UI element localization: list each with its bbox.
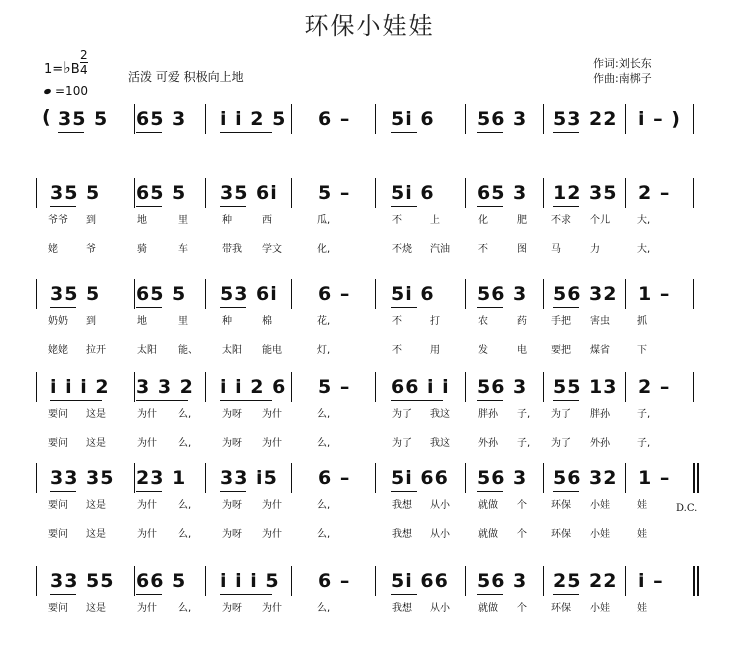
barline <box>465 279 466 309</box>
lyric-line2-syllable: 不烧 <box>392 244 412 255</box>
lyric-line2-syllable: 煤省 <box>590 345 610 356</box>
measure-notes: 56 3 <box>477 570 528 592</box>
lyric-line2-syllable: 么, <box>317 529 331 540</box>
measure-notes: 12 35 <box>553 182 618 204</box>
lyric-line1-syllable: 要问 <box>48 409 68 420</box>
lyric-line1-syllable: 不求 <box>551 215 571 226</box>
measure-notes: 65 5 <box>136 182 187 204</box>
lyric-line1-syllable: 这是 <box>86 603 106 614</box>
lyric-line2-syllable: 为呀 <box>222 438 242 449</box>
measure-notes: 56 32 <box>553 283 618 305</box>
lyric-line2-syllable: 马 <box>551 244 561 255</box>
lyric-line1-syllable: 为了 <box>392 409 412 420</box>
repeat-paren: ( <box>42 106 51 128</box>
lyric-line2-syllable: 个 <box>517 529 527 540</box>
beam-underline <box>477 400 503 401</box>
barline <box>465 372 466 402</box>
lyric-line2-syllable: 能、 <box>178 345 198 356</box>
barline <box>625 566 626 596</box>
lyric-line2-syllable: 子, <box>637 438 651 449</box>
barline <box>291 566 292 596</box>
beam-underline <box>136 132 162 133</box>
lyric-line1-syllable: 地 <box>137 215 147 226</box>
lyric-line1-syllable: 爷爷 <box>48 215 68 226</box>
lyric-line2-syllable: 我想 <box>392 529 412 540</box>
barline <box>625 372 626 402</box>
lyric-line1-syllable: 西 <box>262 215 272 226</box>
measure-notes: 23 1 <box>136 467 187 489</box>
barline <box>205 178 206 208</box>
lyric-line2-syllable: 不 <box>478 244 488 255</box>
barline-double <box>697 566 699 596</box>
lyric-line1-syllable: 子, <box>637 409 651 420</box>
lyric-line1-syllable: 种 <box>222 316 232 327</box>
barline <box>36 566 37 596</box>
lyric-line2-syllable: 姥 <box>48 244 58 255</box>
lyric-line2-syllable: 拉开 <box>86 345 106 356</box>
lyric-line1-syllable: 为呀 <box>222 409 242 420</box>
lyric-line1-syllable: 就做 <box>478 500 498 511</box>
beam-underline <box>136 594 162 595</box>
lyric-line2-syllable: 太阳 <box>137 345 157 356</box>
measure-notes: i – <box>638 570 664 592</box>
measure-notes: i i 2 5 <box>220 108 287 130</box>
lyric-line1-syllable: 奶奶 <box>48 316 68 327</box>
key-prefix: 1= <box>44 62 64 77</box>
lyric-line1-syllable: 为呀 <box>222 603 242 614</box>
beam-underline <box>220 400 272 401</box>
measure-notes: 56 3 <box>477 376 528 398</box>
lyric-line1-syllable: 抓 <box>637 316 647 327</box>
barline <box>625 104 626 134</box>
beam-underline <box>50 400 102 401</box>
measure-notes: 25 22 <box>553 570 618 592</box>
beam-underline <box>391 594 417 595</box>
lyric-line1-syllable: 我想 <box>392 603 412 614</box>
measure-notes: 53 22 <box>553 108 618 130</box>
lyric-line2-syllable: 为什 <box>262 438 282 449</box>
beam-underline <box>50 307 76 308</box>
lyric-line2-syllable: 子, <box>517 438 531 449</box>
lyric-line1-syllable: 为什 <box>137 409 157 420</box>
lyric-line1-syllable: 为什 <box>262 500 282 511</box>
lyric-line2-syllable: 为什 <box>262 529 282 540</box>
beam-underline <box>136 307 162 308</box>
lyric-line1-syllable: 娃 <box>637 500 647 511</box>
beam-underline <box>391 132 417 133</box>
expression-mark: 活泼 可爱 积极向上地 <box>128 70 244 84</box>
quarter-note-icon <box>43 88 51 95</box>
flat-sign: ♭ <box>63 58 71 77</box>
credits <box>593 56 652 86</box>
measure-notes: 2 – <box>638 376 671 398</box>
lyric-line2-syllable: 力 <box>590 244 600 255</box>
lyric-line2-syllable: 灯, <box>317 345 331 356</box>
lyric-line1-syllable: 么, <box>317 500 331 511</box>
lyric-line1-syllable: 大, <box>637 215 651 226</box>
beam-underline <box>50 594 76 595</box>
lyric-line1-syllable: 化 <box>478 215 488 226</box>
lyric-line2-syllable: 爷 <box>86 244 96 255</box>
lyric-line2-syllable: 为什 <box>137 438 157 449</box>
barline <box>625 463 626 493</box>
lyric-line2-syllable: 姥姥 <box>48 345 68 356</box>
lyric-line1-syllable: 么, <box>317 409 331 420</box>
barline <box>375 178 376 208</box>
lyric-line1-syllable: 么, <box>178 409 192 420</box>
lyric-line1-syllable: 地 <box>137 316 147 327</box>
measure-notes: 6 – <box>318 108 351 130</box>
lyric-line2-syllable: 就做 <box>478 529 498 540</box>
beam-underline <box>477 594 503 595</box>
lyric-line2-syllable: 环保 <box>551 529 571 540</box>
measure-notes: 5i 66 <box>391 570 449 592</box>
measure-notes: 3 3 2 <box>136 376 194 398</box>
measure-notes: 56 3 <box>477 283 528 305</box>
barline <box>291 279 292 309</box>
key-letter: B <box>70 62 80 77</box>
lyric-line1-syllable: 小娃 <box>590 603 610 614</box>
beam-underline <box>553 206 579 207</box>
beam-underline <box>553 400 579 401</box>
lyric-line1-syllable: 就做 <box>478 603 498 614</box>
barline <box>36 463 37 493</box>
lyric-line2-syllable: 大, <box>637 244 651 255</box>
measure-notes: 65 3 <box>136 108 187 130</box>
beam-underline <box>391 400 443 401</box>
lyric-line2-syllable: 化, <box>317 244 331 255</box>
lyric-line2-syllable: 不 <box>392 345 402 356</box>
barline <box>693 104 694 134</box>
barline <box>205 566 206 596</box>
composer: 作曲:南梆子 <box>593 72 652 85</box>
barline <box>693 279 694 309</box>
lyric-line1-syllable: 么, <box>178 500 192 511</box>
score-row <box>0 463 739 559</box>
barline <box>134 104 135 134</box>
barline <box>134 566 135 596</box>
measure-notes: i i i 2 <box>50 376 110 398</box>
lyric-line1-syllable: 里 <box>178 316 188 327</box>
barline <box>205 279 206 309</box>
lyric-line1-syllable: 么, <box>178 603 192 614</box>
beam-underline <box>477 491 503 492</box>
lyric-line1-syllable: 肥 <box>517 215 527 226</box>
beam-underline <box>391 206 417 207</box>
measure-notes: 33 35 <box>50 467 115 489</box>
barline <box>134 372 135 402</box>
lyric-line1-syllable: 要问 <box>48 500 68 511</box>
lyric-line1-syllable: 这是 <box>86 409 106 420</box>
measure-notes: 66 5 <box>136 570 187 592</box>
lyric-line2-syllable: 太阳 <box>222 345 242 356</box>
lyric-line2-syllable: 车 <box>178 244 188 255</box>
lyric-line1-syllable: 要问 <box>48 603 68 614</box>
lyric-line1-syllable: 为什 <box>137 500 157 511</box>
barline <box>693 372 694 402</box>
time-top: 2 <box>80 48 88 62</box>
lyric-line2-syllable: 电 <box>517 345 527 356</box>
barline <box>693 463 695 493</box>
barline <box>465 566 466 596</box>
lyric-line2-syllable: 要问 <box>48 529 68 540</box>
measure-notes: 6 – <box>318 283 351 305</box>
measure-notes: 5i 6 <box>391 283 435 305</box>
barline <box>693 178 694 208</box>
barline <box>36 372 37 402</box>
lyric-line2-syllable: 要把 <box>551 345 571 356</box>
lyric-line2-syllable: 外孙 <box>590 438 610 449</box>
barline <box>465 463 466 493</box>
beam-underline <box>50 206 76 207</box>
barline <box>375 279 376 309</box>
barline <box>693 566 695 596</box>
lyric-line2-syllable: 为了 <box>392 438 412 449</box>
lyric-line1-syllable: 子, <box>517 409 531 420</box>
lyric-line1-syllable: 从小 <box>430 500 450 511</box>
measure-notes: 35 5 <box>58 108 109 130</box>
lyric-line1-syllable: 种 <box>222 215 232 226</box>
barline <box>205 463 206 493</box>
lyric-line2-syllable: 要问 <box>48 438 68 449</box>
barline <box>543 566 544 596</box>
barline <box>36 279 37 309</box>
lyric-line2-syllable: 图 <box>517 244 527 255</box>
dc-mark: D.C. <box>676 503 698 514</box>
beam-underline <box>391 491 417 492</box>
lyric-line2-syllable: 这是 <box>86 438 106 449</box>
lyric-line2-syllable: 为了 <box>551 438 571 449</box>
measure-notes: i – ) <box>638 108 681 130</box>
measure-notes: i i 2 6 <box>220 376 287 398</box>
time-bottom: 4 <box>80 63 88 77</box>
song-title: 环保小娃娃 <box>304 12 435 40</box>
beam-underline <box>553 132 579 133</box>
measure-notes: 5 – <box>318 376 351 398</box>
measure-notes: 6 – <box>318 467 351 489</box>
measure-notes: 56 32 <box>553 467 618 489</box>
tempo-mark <box>44 84 88 98</box>
lyric-line2-syllable: 能电 <box>262 345 282 356</box>
lyric-line1-syllable: 上 <box>430 215 440 226</box>
lyric-line1-syllable: 个 <box>517 603 527 614</box>
measure-notes: 35 6i <box>220 182 278 204</box>
lyric-line1-syllable: 从小 <box>430 603 450 614</box>
barline <box>625 279 626 309</box>
measure-notes: 53 6i <box>220 283 278 305</box>
measure-notes: 65 3 <box>477 182 528 204</box>
beam-underline <box>553 594 579 595</box>
barline <box>543 178 544 208</box>
lyric-line1-syllable: 么, <box>317 603 331 614</box>
lyric-line1-syllable: 环保 <box>551 603 571 614</box>
measure-notes: 1 – <box>638 283 671 305</box>
beam-underline <box>553 307 579 308</box>
barline <box>375 372 376 402</box>
beam-underline <box>220 594 272 595</box>
lyric-line1-syllable: 棉 <box>262 316 272 327</box>
beam-underline <box>553 491 579 492</box>
lyric-line2-syllable: 骑 <box>137 244 147 255</box>
barline <box>625 178 626 208</box>
beam-underline <box>220 132 272 133</box>
lyric-line1-syllable: 我想 <box>392 500 412 511</box>
beam-underline <box>136 491 162 492</box>
lyric-line1-syllable: 为什 <box>137 603 157 614</box>
lyric-line2-syllable: 么, <box>317 438 331 449</box>
lyric-line2-syllable: 为什 <box>137 529 157 540</box>
barline <box>291 463 292 493</box>
beam-underline <box>50 491 76 492</box>
lyric-line1-syllable: 为了 <box>551 409 571 420</box>
lyric-line2-syllable: 么, <box>178 529 192 540</box>
measure-notes: 56 3 <box>477 467 528 489</box>
barline <box>291 372 292 402</box>
measure-notes: 35 5 <box>50 283 101 305</box>
lyricist: 作词:刘长东 <box>593 57 652 70</box>
measure-notes: 1 – <box>638 467 671 489</box>
lyric-line2-syllable: 发 <box>478 345 488 356</box>
beam-underline <box>136 400 188 401</box>
lyric-line1-syllable: 我这 <box>430 409 450 420</box>
lyric-line1-syllable: 到 <box>86 316 96 327</box>
beam-underline <box>477 206 503 207</box>
barline-double <box>697 463 699 493</box>
score-row <box>0 566 739 662</box>
beam-underline <box>220 491 246 492</box>
measure-notes: 55 13 <box>553 376 618 398</box>
lyric-line1-syllable: 瓜, <box>317 215 331 226</box>
lyric-line1-syllable: 手把 <box>551 316 571 327</box>
lyric-line2-syllable: 带我 <box>222 244 242 255</box>
measure-notes: 5i 6 <box>391 182 435 204</box>
barline <box>465 178 466 208</box>
lyric-line1-syllable: 打 <box>430 316 440 327</box>
lyric-line2-syllable: 学文 <box>262 244 282 255</box>
measure-notes: 5 – <box>318 182 351 204</box>
lyric-line2-syllable: 这是 <box>86 529 106 540</box>
tempo-value: =100 <box>55 84 88 98</box>
lyric-line2-syllable: 下 <box>637 345 647 356</box>
beam-underline <box>220 206 246 207</box>
lyric-line1-syllable: 不 <box>392 316 402 327</box>
time-signature <box>80 48 88 77</box>
measure-notes: 56 3 <box>477 108 528 130</box>
barline <box>375 104 376 134</box>
barline <box>205 372 206 402</box>
measure-notes: 6 – <box>318 570 351 592</box>
score-row <box>0 372 739 468</box>
lyric-line1-syllable: 花, <box>317 316 331 327</box>
score-row <box>0 178 739 274</box>
barline <box>543 463 544 493</box>
score-row <box>0 279 739 375</box>
lyric-line2-syllable: 小娃 <box>590 529 610 540</box>
beam-underline <box>477 132 503 133</box>
beam-underline <box>136 206 162 207</box>
beam-underline <box>477 307 503 308</box>
lyric-line2-syllable: 用 <box>430 345 440 356</box>
barline <box>134 279 135 309</box>
beam-underline <box>58 132 84 133</box>
beam-underline <box>220 307 246 308</box>
lyric-line1-syllable: 害虫 <box>590 316 610 327</box>
barline <box>375 566 376 596</box>
lyric-line1-syllable: 环保 <box>551 500 571 511</box>
barline <box>205 104 206 134</box>
beam-underline <box>391 307 417 308</box>
barline <box>543 372 544 402</box>
lyric-line2-syllable: 娃 <box>637 529 647 540</box>
lyric-line1-syllable: 娃 <box>637 603 647 614</box>
barline <box>291 178 292 208</box>
measure-notes: 65 5 <box>136 283 187 305</box>
barline <box>375 463 376 493</box>
measure-notes: 2 – <box>638 182 671 204</box>
lyric-line1-syllable: 农 <box>478 316 488 327</box>
lyric-line2-syllable: 我这 <box>430 438 450 449</box>
barline <box>465 104 466 134</box>
measure-notes: 5i 66 <box>391 467 449 489</box>
lyric-line1-syllable: 药 <box>517 316 527 327</box>
barline <box>543 279 544 309</box>
lyric-line1-syllable: 小娃 <box>590 500 610 511</box>
measure-notes: i i i 5 <box>220 570 280 592</box>
measure-notes: 35 5 <box>50 182 101 204</box>
measure-notes: 66 i i <box>391 376 450 398</box>
lyric-line1-syllable: 为呀 <box>222 500 242 511</box>
lyric-line2-syllable: 从小 <box>430 529 450 540</box>
barline <box>134 463 135 493</box>
lyric-line2-syllable: 么, <box>178 438 192 449</box>
measure-notes: 33 55 <box>50 570 115 592</box>
barline <box>36 178 37 208</box>
barline <box>291 104 292 134</box>
lyric-line1-syllable: 胖孙 <box>590 409 610 420</box>
measure-notes: 33 i5 <box>220 467 278 489</box>
lyric-line2-syllable: 外孙 <box>478 438 498 449</box>
lyric-line1-syllable: 胖孙 <box>478 409 498 420</box>
lyric-line1-syllable: 个 <box>517 500 527 511</box>
lyric-line1-syllable: 个儿 <box>590 215 610 226</box>
lyric-line1-syllable: 这是 <box>86 500 106 511</box>
lyric-line1-syllable: 为什 <box>262 603 282 614</box>
lyric-line2-syllable: 汽油 <box>430 244 450 255</box>
barline <box>543 104 544 134</box>
lyric-line1-syllable: 不 <box>392 215 402 226</box>
lyric-line1-syllable: 里 <box>178 215 188 226</box>
lyric-line2-syllable: 为呀 <box>222 529 242 540</box>
lyric-line1-syllable: 为什 <box>262 409 282 420</box>
barline <box>134 178 135 208</box>
measure-notes: 5i 6 <box>391 108 435 130</box>
lyric-line1-syllable: 到 <box>86 215 96 226</box>
